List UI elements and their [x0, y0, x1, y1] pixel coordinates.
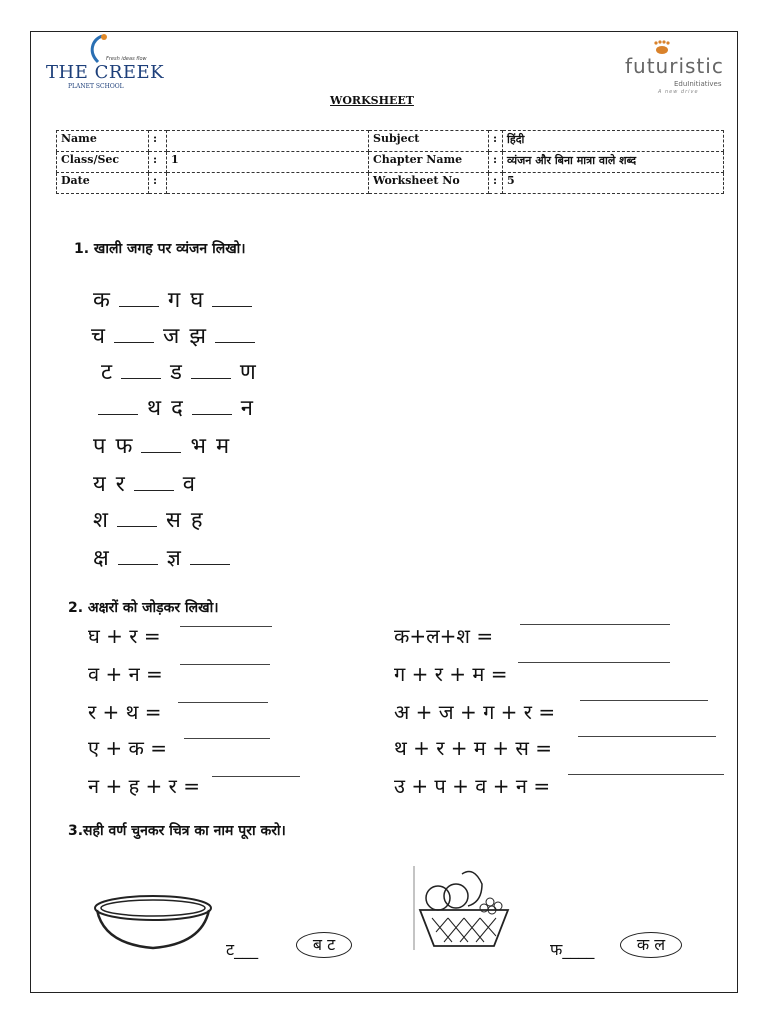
- consonant-row: [94, 394, 258, 424]
- consonant-letter: स: [165, 508, 181, 533]
- blank-field[interactable]: [98, 394, 138, 415]
- consonant-letter: ण: [239, 360, 256, 385]
- table-row: [57, 152, 724, 173]
- consonant-letter: न: [240, 396, 253, 421]
- blank-field[interactable]: [191, 358, 231, 379]
- join-equation: घ + र =: [88, 624, 161, 648]
- class-value: 1: [167, 152, 369, 173]
- question-3-title: 3.सही वर्ण चुनकर चित्र का नाम पूरा करो।: [68, 823, 286, 839]
- consonant-letter: ग: [167, 288, 181, 313]
- answer-line[interactable]: [518, 662, 670, 663]
- consonant-row: [88, 506, 208, 536]
- join-equation: न + ह + र =: [88, 774, 200, 798]
- picture-2-word: फ____: [550, 940, 595, 959]
- blank-field[interactable]: [190, 544, 230, 565]
- consonant-row: [88, 432, 234, 462]
- date-field[interactable]: [167, 173, 369, 194]
- name-field[interactable]: [167, 131, 369, 152]
- chapter-value: व्यंजन और बिना मात्रा वाले शब्द: [503, 152, 724, 173]
- worksheet-no-label: Worksheet No: [369, 173, 489, 194]
- colon: :: [489, 131, 503, 152]
- blank-field[interactable]: [121, 358, 161, 379]
- join-equation: अ + ज + ग + र =: [394, 700, 556, 724]
- colon: :: [489, 173, 503, 194]
- consonant-letter: म: [215, 434, 230, 459]
- consonant-letter: घ: [190, 288, 204, 313]
- consonant-letter: व: [182, 472, 195, 497]
- subject-label: Subject: [369, 131, 489, 152]
- table-row: [57, 131, 724, 152]
- answer-line[interactable]: [180, 664, 270, 665]
- consonant-letter: ज: [162, 324, 180, 349]
- join-equation: उ + प + व + न =: [394, 774, 551, 798]
- consonant-letter: भ: [190, 434, 206, 459]
- colon: :: [149, 152, 167, 173]
- worksheet-no-value: 5: [503, 173, 724, 194]
- partner-name: futuristic: [625, 54, 724, 78]
- colon: :: [149, 131, 167, 152]
- class-label: Class/Sec: [57, 152, 149, 173]
- blank-field[interactable]: [114, 322, 154, 343]
- colon: :: [149, 173, 167, 194]
- answer-line[interactable]: [184, 738, 270, 739]
- school-logo: [46, 36, 166, 92]
- consonant-letter: ज्ञ: [166, 546, 181, 571]
- school-subtitle: PLANET SCHOOL: [68, 83, 124, 90]
- bowl-image: [92, 892, 214, 956]
- consonant-letter: ट: [101, 360, 113, 385]
- answer-line[interactable]: [520, 624, 670, 625]
- question-1-title: 1. खाली जगह पर व्यंजन लिखो।: [74, 241, 246, 257]
- consonant-row: [96, 358, 261, 388]
- join-equation: व + न =: [88, 662, 163, 686]
- subject-value: हिंदी: [503, 131, 724, 152]
- consonant-letter: च: [91, 324, 105, 349]
- date-label: Date: [57, 173, 149, 194]
- name-label: Name: [57, 131, 149, 152]
- blank-field[interactable]: [118, 544, 158, 565]
- blank-field[interactable]: [192, 394, 232, 415]
- answer-line[interactable]: [568, 774, 724, 775]
- blank-field[interactable]: [134, 470, 174, 491]
- blank-field[interactable]: [117, 506, 157, 527]
- blank-field[interactable]: [212, 286, 252, 307]
- consonant-letter: ड: [170, 360, 182, 385]
- answer-line[interactable]: [580, 700, 708, 701]
- join-equation: थ + र + म + स =: [394, 736, 552, 760]
- colon: :: [489, 152, 503, 173]
- picture-1-choices[interactable]: ब ट: [296, 932, 352, 958]
- answer-line[interactable]: [180, 626, 272, 627]
- blank-field[interactable]: [141, 432, 181, 453]
- consonant-letter: क: [93, 288, 110, 313]
- school-tagline: Fresh ideas flow: [106, 56, 147, 62]
- consonant-letter: झ: [189, 324, 206, 349]
- consonant-letter: फ: [115, 434, 133, 459]
- consonant-row: [86, 322, 259, 352]
- consonant-letter: र: [115, 472, 125, 497]
- fruit-basket-image: [412, 862, 514, 952]
- partner-subtitle: EduInitiatives: [674, 80, 722, 88]
- consonant-letter: ह: [190, 508, 203, 533]
- worksheet-title: WORKSHEET: [330, 94, 414, 107]
- consonant-letter: प: [93, 434, 106, 459]
- join-equation: र + थ =: [88, 700, 162, 724]
- consonant-row: [88, 470, 200, 500]
- school-name: THE CREEK: [46, 62, 165, 83]
- consonant-letter: श: [93, 508, 108, 533]
- join-equation: क+ल+श =: [394, 624, 494, 648]
- partner-tagline: A new drive: [658, 89, 699, 95]
- join-equation: ए + क =: [88, 736, 168, 760]
- answer-line[interactable]: [178, 702, 268, 703]
- picture-1-word: ट___: [226, 940, 259, 959]
- table-row: [57, 173, 724, 194]
- answer-line[interactable]: [578, 736, 716, 737]
- blank-field[interactable]: [215, 322, 255, 343]
- partner-logo: [622, 40, 728, 96]
- consonant-letter: य: [93, 472, 106, 497]
- blank-field[interactable]: [119, 286, 159, 307]
- consonant-row: [88, 286, 256, 316]
- info-table: [56, 130, 724, 194]
- join-equation: ग + र + म =: [394, 662, 508, 686]
- consonant-letter: क्ष: [93, 546, 109, 571]
- consonant-row: [88, 544, 234, 574]
- consonant-letter: द: [171, 396, 183, 421]
- picture-2-choices[interactable]: क ल: [620, 932, 682, 958]
- answer-line[interactable]: [212, 776, 300, 777]
- chapter-label: Chapter Name: [369, 152, 489, 173]
- consonant-letter: थ: [147, 396, 162, 421]
- question-2-title: 2. अक्षरों को जोड़कर लिखो।: [68, 600, 219, 616]
